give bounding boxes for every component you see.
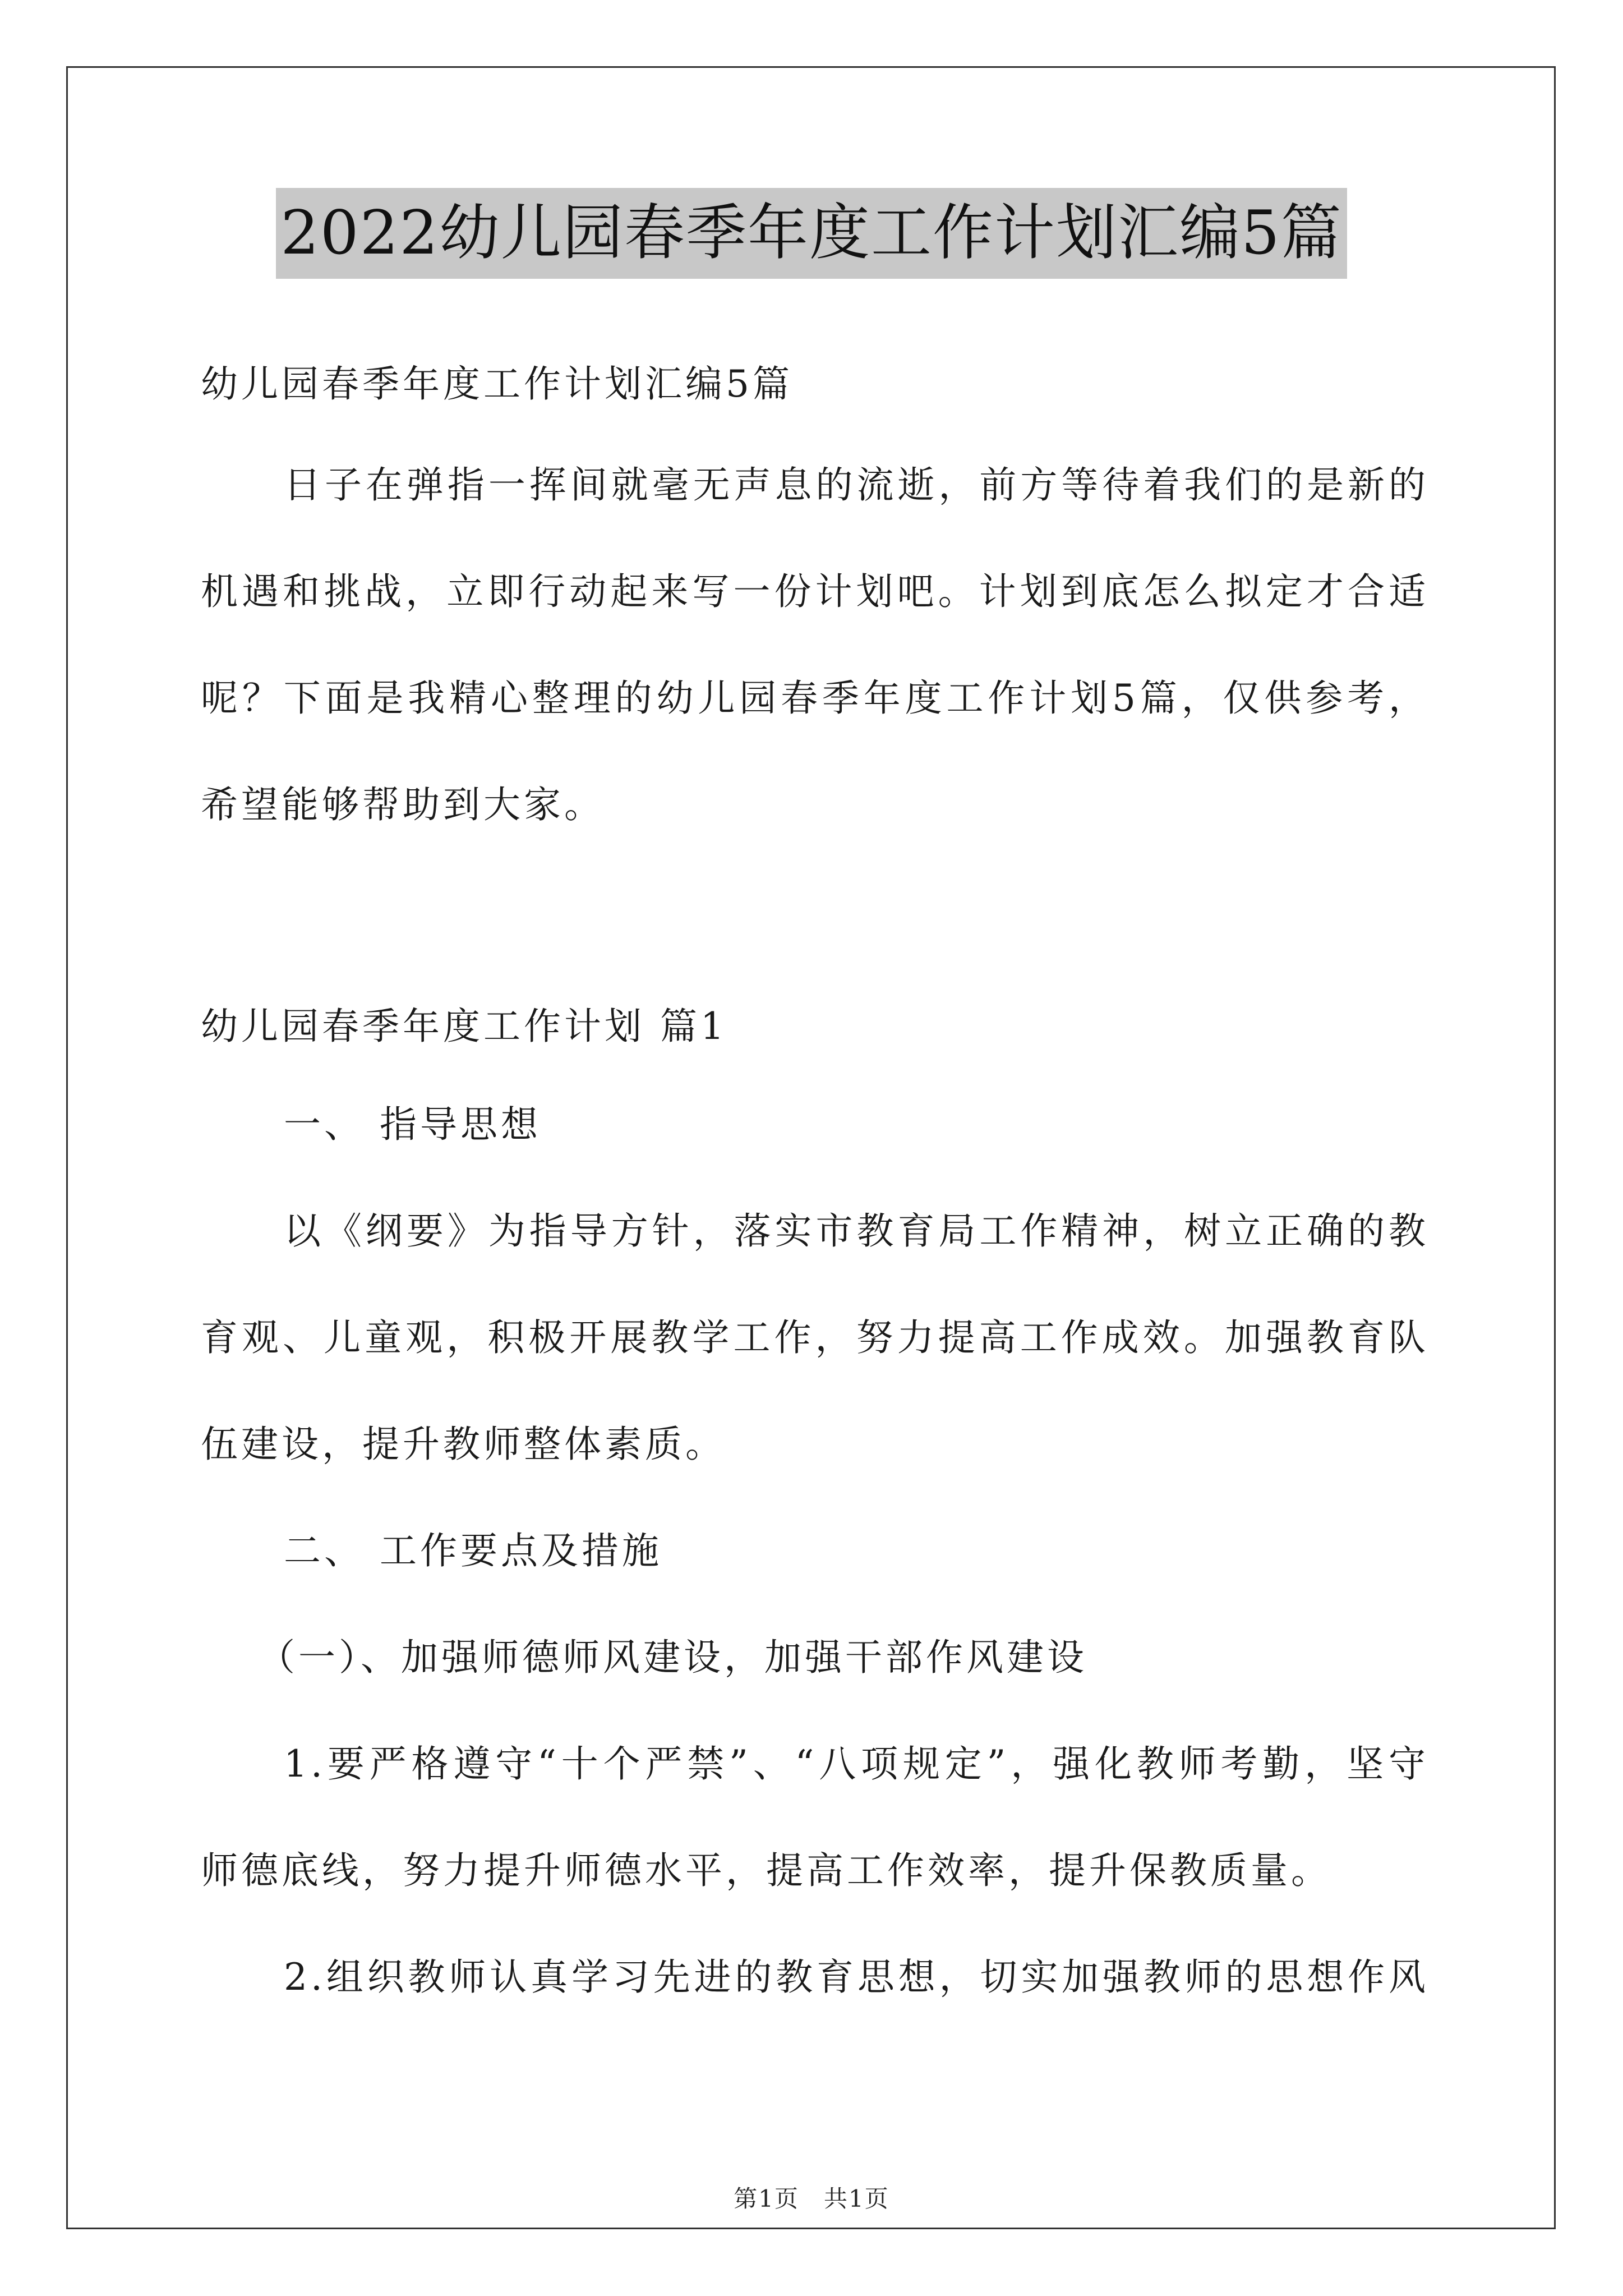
document-title: 2022幼儿园春季年度工作计划汇编5篇 xyxy=(276,188,1347,279)
paragraph-line: 师德底线，努力提升师德水平，提高工作效率，提升保教质量。 xyxy=(201,1849,1331,1892)
title-container xyxy=(0,188,1623,279)
subheading-ethics: （一）、加强师德师风建设，加强干部作风建设 xyxy=(258,1636,1087,1679)
paragraph-line: 育观、儿童观，积极开展教学工作，努力提高工作成效。加强教育队 xyxy=(201,1316,1429,1359)
paragraph-line: 1.要严格遵守“十个严禁”、“八项规定”，强化教师考勤，坚守 xyxy=(284,1742,1429,1786)
paragraph-line: 机遇和挑战，立即行动起来写一份计划吧。计划到底怎么拟定才合适 xyxy=(201,570,1429,613)
paragraph-line: 2.组织教师认真学习先进的教育思想，切实加强教师的思想作风 xyxy=(284,1955,1429,1999)
heading-guiding-ideology: 一、 指导思想 xyxy=(284,1103,541,1146)
paragraph-line: 伍建设，提升教师整体素质。 xyxy=(201,1423,726,1466)
page-number-footer: 第1页 共1页 xyxy=(734,2185,889,2212)
paragraph-line: 呢？下面是我精心整理的幼儿园春季年度工作计划5篇，仅供参考， xyxy=(201,677,1429,720)
subtitle-line: 幼儿园春季年度工作计划汇编5篇 xyxy=(201,362,793,406)
paragraph-line: 以《纲要》为指导方针，落实市教育局工作精神，树立正确的教 xyxy=(284,1209,1429,1253)
paragraph-line: 日子在弹指一挥间就毫无声息的流逝，前方等待着我们的是新的 xyxy=(284,463,1429,507)
heading-work-points: 二、 工作要点及措施 xyxy=(284,1529,662,1572)
paragraph-line: 希望能够帮助到大家。 xyxy=(201,783,605,826)
section-heading: 幼儿园春季年度工作计划 篇1 xyxy=(201,1005,727,1048)
